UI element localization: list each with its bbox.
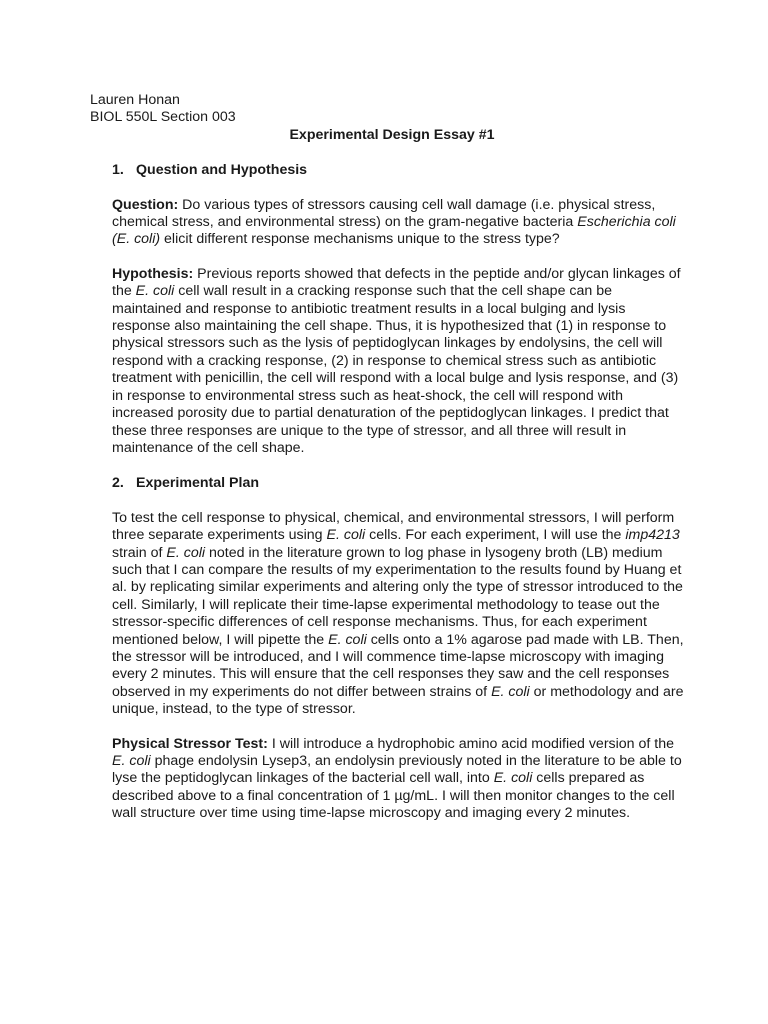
experimental-plan-paragraph: [112, 510, 684, 719]
plan-text: cells. For each experiment, I will use the: [365, 527, 626, 544]
physical-text: cells prepared as described above to a final concentration of 1 µg/mL. I will then monitor changes to the cell wall structure over time using time-lapse microscopy and imaging every 2 minutes.: [112, 770, 675, 822]
species-name: E. coli: [491, 683, 530, 700]
question-text-end: elicit different response mechanisms unique to the stress type?: [160, 231, 560, 248]
plan-text: To test the cell response to physical, chemical, and environmental stressors, I will perform three separate experiments using: [112, 509, 675, 544]
strain-name: imp4213: [625, 527, 680, 544]
author-name: Lauren Honan: [90, 92, 180, 108]
physical-stressor-paragraph: [112, 736, 684, 823]
plan-text: noted in the literature grown to log phase in lysogeny broth (LB) medium such that I can compare the results of my experimentation to the results found by Huang et al. by replicating similar experiments and altering only the type of stressor introduced to the cell. Similarly, I will replicate their time-lapse experimental methodology to tease out the stressor-specific differences of cell response mechanisms. Thus, for each experiment mentioned below, I will pipette the: [112, 544, 683, 648]
species-name: E. coli: [135, 283, 175, 300]
hypothesis-label: Hypothesis:: [112, 265, 194, 282]
species-name: E. coli: [166, 544, 206, 561]
essay-title: Experimental Design Essay #1: [289, 126, 495, 143]
physical-text: phage endolysin Lysep3, an endolysin previously noted in the literature to be able to lyse the peptidoglycan linkages of the bacterial cell wall, into: [112, 753, 682, 787]
species-name: E. coli: [493, 770, 533, 787]
course-section: BIOL 550L Section 003: [90, 109, 236, 126]
section-1-number: 1.: [112, 162, 124, 179]
species-name: Escherichia coli (E. coli): [112, 214, 676, 248]
section-1-title: Question and Hypothesis: [136, 162, 308, 179]
section-2-heading: [112, 475, 684, 492]
section-2-number: 2.: [112, 475, 124, 492]
plan-text: cells onto a 1% agarose pad made with LB. Then, the stressor will be introduced, and I will commence time-lapse microscopy with imaging every 2 minutes. This will ensure that the cell responses they saw and the cell responses observed in my experiments do not differ between strains of: [112, 631, 684, 700]
species-name: E. coli: [328, 631, 367, 648]
document-body: [90, 92, 684, 823]
question-paragraph: [112, 197, 684, 249]
hypothesis-text-end: cell wall result in a cracking response such that the cell shape can be maintained and response to antibiotic treatment results in a local bulging and lysis response also maintaining the cell shape. Thus, it is hypothesized that (1) in response to physical stressors such as the lysis of peptidoglycan linkages by endolysins, the cell will respond with a cracking response, (2) in response to chemical stress such as antibiotic treatment with penicillin, the cell will respond with a local bulge and lysis response, and (3) in response to environmental stress such as heat-shock, the cell will respond with increased porosity due to partial denaturation of the peptidoglycan linkages. I predict that these three responses are unique to the type of stressor, and all three will result in maintenance of the cell shape.: [112, 283, 679, 456]
species-name: E. coli: [326, 527, 366, 544]
plan-text: or methodology and are unique, instead, to the type of stressor.: [112, 683, 684, 718]
plan-text: strain of: [112, 544, 167, 561]
hypothesis-text: Previous reports showed that defects in the peptide and/or glycan linkages of the: [112, 265, 681, 300]
section-2-title: Experimental Plan: [136, 475, 260, 492]
physical-text: I will introduce a hydrophobic amino acid modified version of the: [267, 735, 675, 752]
physical-stressor-label: Physical Stressor Test:: [112, 735, 268, 752]
question-text: Do various types of stressors causing cell wall damage (i.e. physical stress, chemical stress, and environmental stress) on the gram-negative bacteria: [112, 196, 656, 231]
question-label: Question:: [112, 196, 179, 213]
species-name: E. coli: [112, 753, 151, 769]
section-1-heading: [112, 162, 684, 179]
hypothesis-paragraph: [112, 266, 684, 457]
